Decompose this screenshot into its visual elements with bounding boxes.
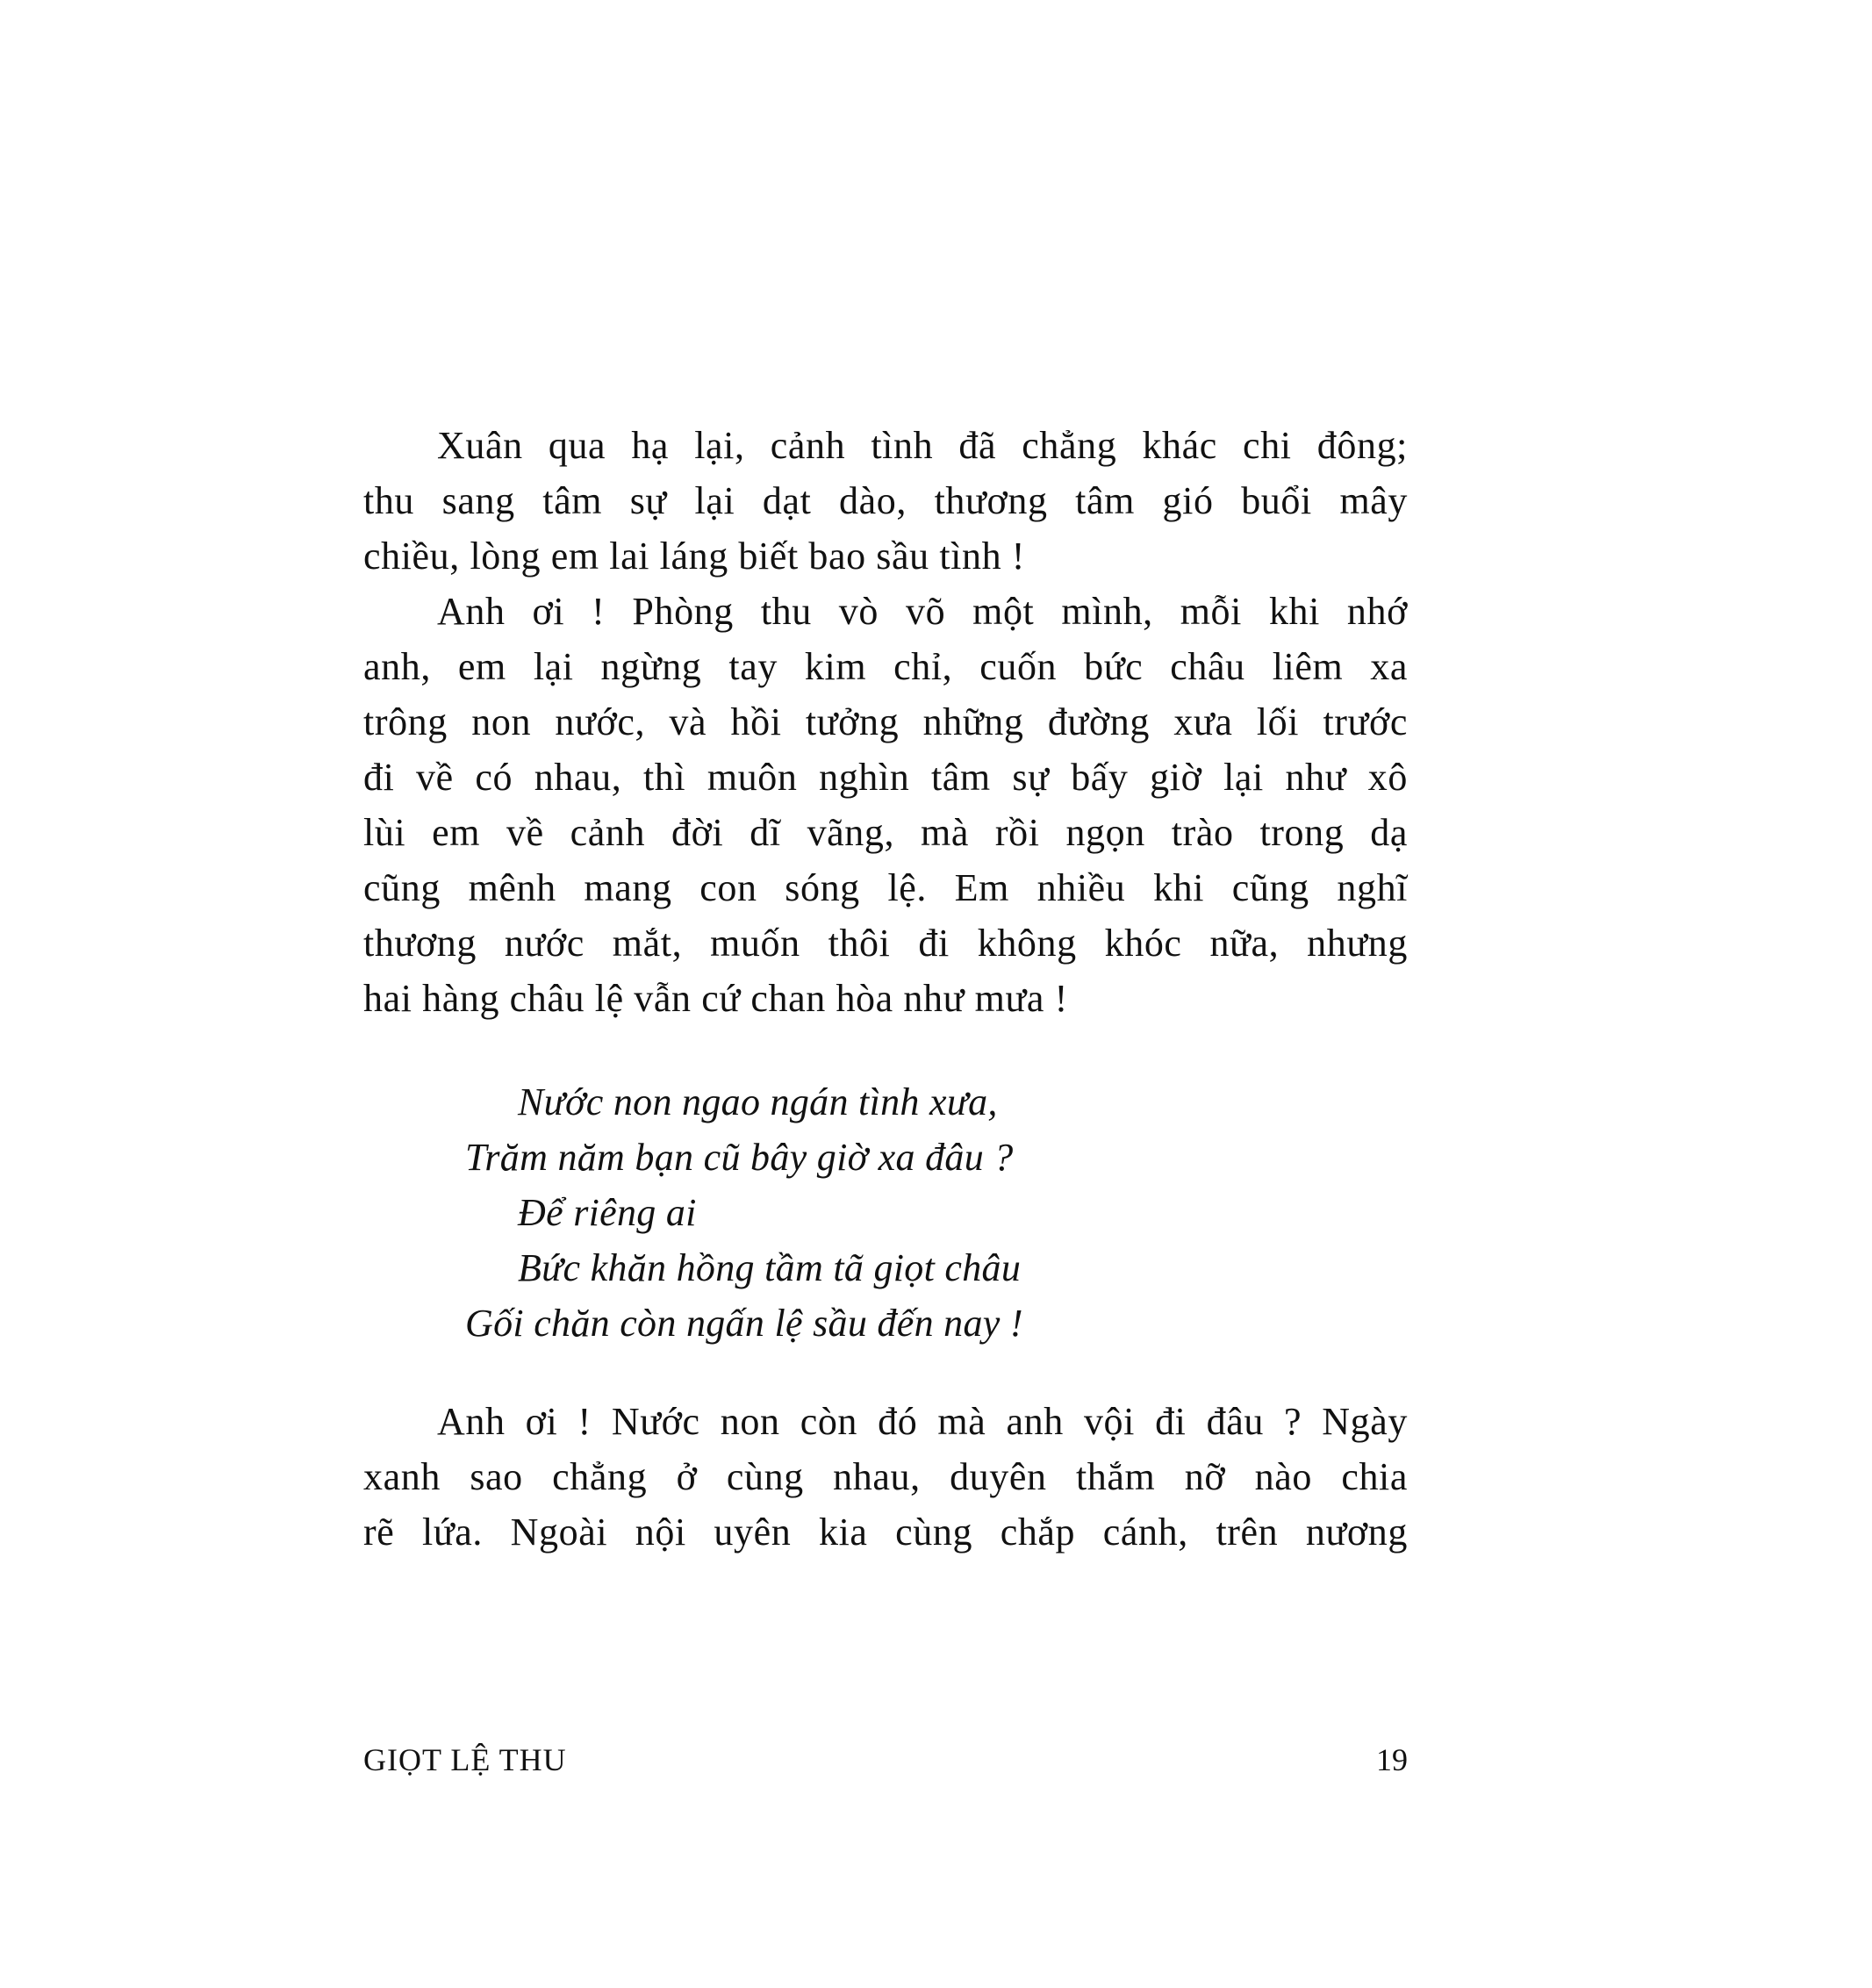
paragraph-line: Anh ơi ! Phòng thu vò võ một mình, mỗi khi nhớ — [437, 590, 1408, 633]
page-number: 19 — [1376, 1742, 1408, 1777]
paragraph-line: hai hàng châu lệ vẫn cứ chan hòa như mưa ! — [363, 977, 1068, 1020]
paragraph-line: lùi em về cảnh đời dĩ vãng, mà rồi ngọn trào trong dạ — [363, 811, 1408, 854]
paragraph-line: xanh sao chẳng ở cùng nhau, duyên thắm nỡ nào chia — [363, 1455, 1408, 1498]
paragraph-line: cũng mênh mang con sóng lệ. Em nhiều khi cũng nghĩ — [363, 866, 1408, 909]
poem-stanza — [465, 1074, 1167, 1351]
poem-line: Trăm năm bạn cũ bây giờ xa đâu ? — [465, 1136, 1014, 1179]
poem-line: Để riêng ai — [518, 1191, 697, 1234]
poem-line: Nước non ngao ngán tình xưa, — [518, 1080, 998, 1123]
paragraph-line: thương nước mắt, muốn thôi đi không khóc nữa, nhưng — [363, 922, 1408, 965]
paragraph-line: Xuân qua hạ lại, cảnh tình đã chẳng khác chi đông; — [437, 424, 1408, 467]
poem-line: Bức khăn hồng tầm tã giọt châu — [518, 1246, 1022, 1289]
poem-line: Gối chăn còn ngấn lệ sầu đến nay ! — [465, 1302, 1023, 1345]
paragraph-line: chiều, lòng em lai láng biết bao sầu tình ! — [363, 535, 1026, 578]
paragraph-line: anh, em lại ngừng tay kim chỉ, cuốn bức châu liêm xa — [363, 645, 1408, 688]
paragraph-line: Anh ơi ! Nước non còn đó mà anh vội đi đâu ? Ngày — [437, 1400, 1408, 1443]
paragraph-line: rẽ lứa. Ngoài nội uyên kia cùng chắp cánh, trên nương — [363, 1511, 1408, 1554]
paragraph-1 — [363, 418, 1408, 584]
paragraph-3 — [363, 1394, 1408, 1560]
paragraph-line: trông non nước, và hồi tưởng những đường xưa lối trước — [363, 700, 1408, 743]
paragraph-line: đi về có nhau, thì muôn nghìn tâm sự bấy giờ lại như xô — [363, 756, 1408, 799]
paragraph-2 — [363, 584, 1408, 1026]
paragraph-line: thu sang tâm sự lại dạt dào, thương tâm gió buổi mây — [363, 479, 1408, 522]
running-footer-title: GIỌT LỆ THU — [363, 1742, 567, 1777]
